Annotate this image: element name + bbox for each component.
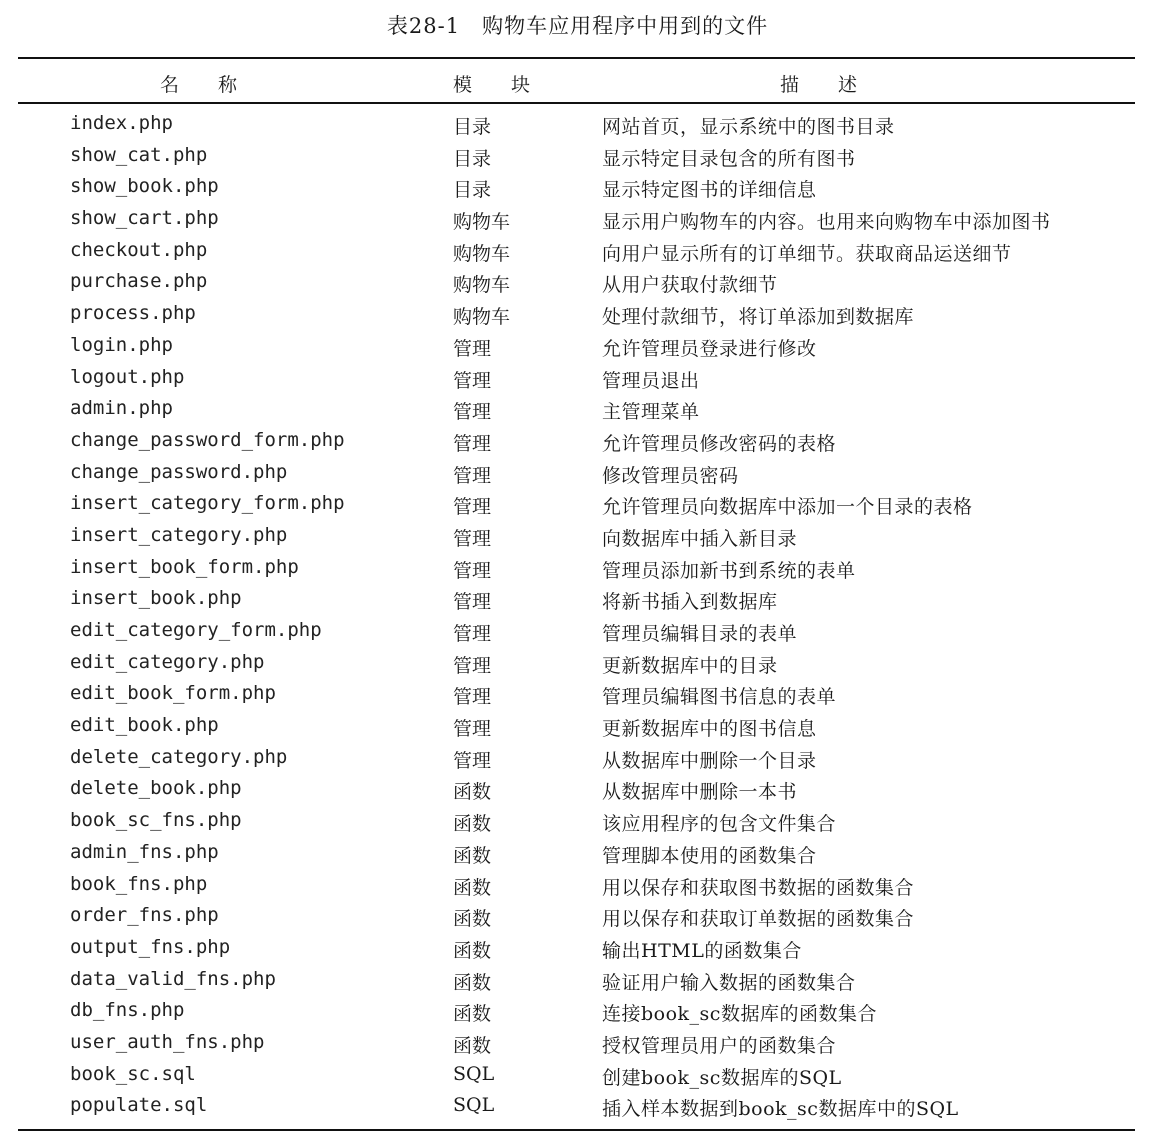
file-name-cell: edit_book.php [70, 714, 219, 737]
description-cell: 修改管理员密码 [602, 464, 739, 487]
table-row [0, 268, 1155, 300]
file-name-cell: admin.php [70, 397, 173, 420]
header-rule [18, 102, 1135, 104]
description-cell: 该应用程序的包含文件集合 [602, 813, 837, 836]
file-name-cell: delete_category.php [70, 745, 288, 768]
module-cell: 管理 [453, 464, 492, 487]
module-cell: 函数 [453, 813, 492, 836]
file-name-cell: user_auth_fns.php [70, 1030, 265, 1053]
module-cell: 购物车 [453, 274, 511, 297]
file-name-cell: book_fns.php [70, 872, 208, 895]
table-row [0, 554, 1155, 586]
header-name-char-1: 名 [160, 74, 181, 96]
table-body [0, 110, 1155, 1124]
file-name-cell: insert_category.php [70, 523, 288, 546]
description-cell: 从用户获取付款细节 [602, 274, 778, 297]
description-cell: 允许管理员登录进行修改 [602, 337, 817, 360]
file-name-cell: login.php [70, 333, 173, 356]
file-name-cell: order_fns.php [70, 904, 219, 927]
description-cell: 显示用户购物车的内容。也用来向购物车中添加图书 [602, 211, 1051, 234]
file-name-cell: checkout.php [70, 238, 208, 261]
description-cell: 向数据库中插入新目录 [602, 527, 798, 550]
file-name-cell: insert_category_form.php [70, 492, 345, 515]
module-cell: 购物车 [453, 242, 511, 265]
table-caption: 表28-1 购物车应用程序中用到的文件 [386, 14, 769, 38]
table-row [0, 110, 1155, 142]
table-row [0, 997, 1155, 1029]
module-cell: 管理 [453, 718, 492, 741]
table-row [0, 775, 1155, 807]
module-cell: 管理 [453, 369, 492, 392]
description-cell: 从数据库中删除一本书 [602, 781, 798, 804]
module-cell: 函数 [453, 1034, 492, 1057]
description-cell: 更新数据库中的目录 [602, 654, 778, 677]
description-cell: 处理付款细节，将订单添加到数据库 [602, 306, 915, 329]
description-cell: 允许管理员向数据库中添加一个目录的表格 [602, 496, 973, 519]
module-cell: 管理 [453, 749, 492, 772]
table-row [0, 902, 1155, 934]
file-name-cell: edit_book_form.php [70, 682, 276, 705]
description-cell: 网站首页，显示系统中的图书目录 [602, 116, 895, 138]
table-row [0, 364, 1155, 396]
file-name-cell: book_sc_fns.php [70, 809, 242, 832]
module-cell: 函数 [453, 781, 492, 804]
file-name-cell: logout.php [70, 365, 185, 388]
module-cell: 管理 [453, 496, 492, 519]
table-row [0, 1061, 1155, 1093]
header-description-char-1: 描 [780, 74, 801, 96]
header-description-char-2: 述 [838, 74, 859, 96]
table-row [0, 1092, 1155, 1124]
module-cell: 函数 [453, 939, 492, 962]
table-row [0, 871, 1155, 903]
description-cell: 管理脚本使用的函数集合 [602, 844, 817, 867]
file-name-cell: process.php [70, 302, 196, 325]
module-cell: 函数 [453, 1003, 492, 1026]
description-cell: 验证用户输入数据的函数集合 [602, 971, 856, 994]
header-name [160, 70, 238, 97]
file-name-cell: edit_category_form.php [70, 619, 322, 641]
description-cell: 显示特定目录包含的所有图书 [602, 147, 856, 170]
file-name-cell: populate.sql [70, 1094, 208, 1117]
description-cell: 用以保存和获取订单数据的函数集合 [602, 908, 915, 931]
file-name-cell: change_password.php [70, 460, 288, 483]
description-cell: 从数据库中删除一个目录 [602, 749, 817, 772]
description-cell: 管理员添加新书到系统的表单 [602, 559, 856, 582]
file-name-cell: admin_fns.php [70, 840, 219, 863]
module-cell: 管理 [453, 686, 492, 709]
table-row [0, 617, 1155, 649]
top-rule [18, 57, 1135, 59]
module-cell: 管理 [453, 623, 492, 645]
table-row [0, 205, 1155, 237]
file-name-cell: output_fns.php [70, 935, 231, 958]
file-name-cell: delete_book.php [70, 777, 242, 800]
header-module-char-2: 块 [511, 74, 532, 96]
description-cell: 创建book_sc数据库的SQL [602, 1066, 842, 1089]
module-cell: 函数 [453, 908, 492, 931]
header-name-char-2: 称 [218, 74, 239, 96]
file-name-cell: data_valid_fns.php [70, 967, 276, 990]
description-cell: 管理员编辑图书信息的表单 [602, 686, 837, 709]
file-name-cell: insert_book.php [70, 587, 242, 610]
bottom-rule [18, 1129, 1135, 1131]
table-row [0, 173, 1155, 205]
description-cell: 将新书插入到数据库 [602, 591, 778, 614]
table-row [0, 427, 1155, 459]
module-cell: 购物车 [453, 306, 511, 329]
table-row [0, 332, 1155, 364]
file-name-cell: show_book.php [70, 175, 219, 198]
module-cell: 目录 [453, 179, 492, 202]
description-cell: 允许管理员修改密码的表格 [602, 432, 837, 455]
table-row [0, 300, 1155, 332]
header-module [453, 70, 531, 97]
module-cell: 函数 [453, 971, 492, 994]
description-cell: 更新数据库中的图书信息 [602, 718, 817, 741]
table-row [0, 966, 1155, 998]
module-cell: 目录 [453, 116, 492, 138]
module-cell: 管理 [453, 559, 492, 582]
description-cell: 输出HTML的函数集合 [602, 939, 802, 962]
module-cell: 管理 [453, 654, 492, 677]
module-cell: 购物车 [453, 211, 511, 234]
table-row [0, 807, 1155, 839]
file-name-cell: show_cat.php [70, 143, 208, 166]
module-cell: SQL [453, 1062, 495, 1085]
file-name-cell: book_sc.sql [70, 1062, 196, 1085]
module-cell: 函数 [453, 876, 492, 899]
table-row [0, 680, 1155, 712]
file-name-cell: index.php [70, 112, 173, 134]
header-description [780, 70, 858, 97]
description-cell: 主管理菜单 [602, 401, 700, 424]
module-cell: SQL [453, 1094, 495, 1117]
table-row [0, 237, 1155, 269]
table-row [0, 712, 1155, 744]
description-cell: 向用户显示所有的订单细节。获取商品运送细节 [602, 242, 1012, 265]
module-cell: 管理 [453, 337, 492, 360]
module-cell: 管理 [453, 527, 492, 550]
file-name-cell: purchase.php [70, 270, 208, 293]
table-row [0, 839, 1155, 871]
module-cell: 目录 [453, 147, 492, 170]
file-name-cell: change_password_form.php [70, 428, 345, 451]
file-name-cell: edit_category.php [70, 650, 265, 673]
table-row [0, 459, 1155, 491]
description-cell: 插入样本数据到book_sc数据库中的SQL [602, 1098, 959, 1121]
description-cell: 用以保存和获取图书数据的函数集合 [602, 876, 915, 899]
file-name-cell: insert_book_form.php [70, 555, 299, 578]
table-row [0, 490, 1155, 522]
table-row [0, 934, 1155, 966]
module-cell: 管理 [453, 401, 492, 424]
table-row [0, 395, 1155, 427]
file-name-cell: show_cart.php [70, 207, 219, 230]
table-row [0, 142, 1155, 174]
module-cell: 函数 [453, 844, 492, 867]
description-cell: 连接book_sc数据库的函数集合 [602, 1003, 877, 1026]
table-row [0, 522, 1155, 554]
description-cell: 授权管理员用户的函数集合 [602, 1034, 837, 1057]
description-cell: 管理员编辑目录的表单 [602, 623, 798, 645]
description-cell: 显示特定图书的详细信息 [602, 179, 817, 202]
module-cell: 管理 [453, 591, 492, 614]
table-row [0, 649, 1155, 681]
file-name-cell: db_fns.php [70, 999, 185, 1022]
description-cell: 管理员退出 [602, 369, 700, 392]
header-module-char-1: 模 [453, 74, 474, 96]
table-row [0, 1029, 1155, 1061]
table-row [0, 744, 1155, 776]
table-row [0, 585, 1155, 617]
module-cell: 管理 [453, 432, 492, 455]
